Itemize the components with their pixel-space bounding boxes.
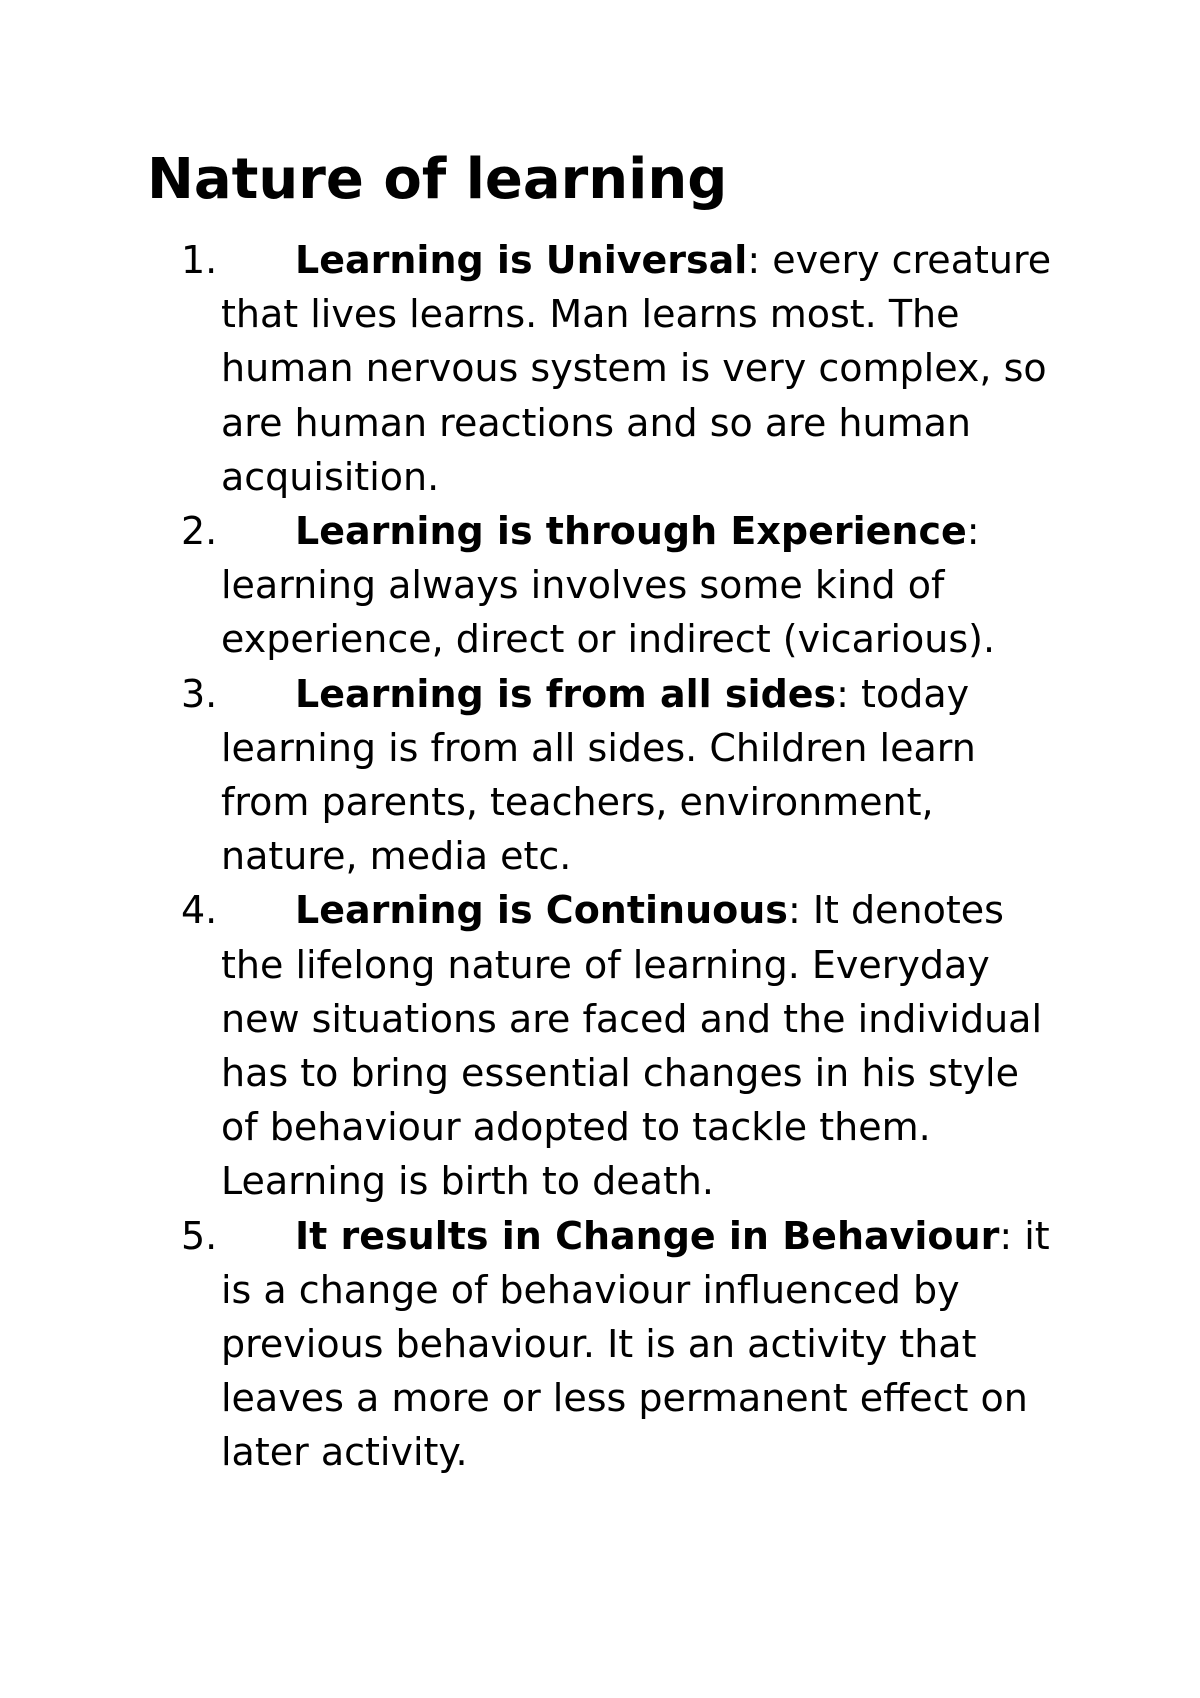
list-item xyxy=(0,504,1200,667)
list-item-text: : it is a change of behaviour influenced by previous behaviour. It is an activity that leaves a more or less permanent effect on later activity. xyxy=(221,1213,1050,1475)
list-item-term: Learning is Universal xyxy=(295,238,748,282)
list-item-number: 5. xyxy=(181,1213,218,1258)
list-item-text: : learning always involves some kind of experience, direct or indirect (vicarious). xyxy=(221,509,996,662)
list-item-text: : today learning is from all sides. Children learn from parents, teachers, environment, nature, media etc. xyxy=(221,671,976,879)
list-item-number: 4. xyxy=(181,888,218,933)
list-item xyxy=(0,667,1200,884)
list-item-text: : It denotes the lifelong nature of learning. Everyday new situations are faced and the individual has to bring essential changes in his style of behaviour adopted to tackle them. Learning is birth to death. xyxy=(221,888,1043,1204)
list-item-term: It results in Change in Behaviour xyxy=(295,1213,1000,1258)
list-item-number: 3. xyxy=(181,671,218,716)
list-item-term: Learning is Continuous xyxy=(295,888,788,933)
list-item xyxy=(0,1209,1200,1480)
list-item-term: Learning is through Experience xyxy=(295,509,967,554)
list-item-number: 1. xyxy=(181,238,218,282)
numbered-list xyxy=(0,233,1200,1480)
list-item xyxy=(0,883,1200,1208)
list-item-term: Learning is from all sides xyxy=(295,671,837,716)
page-title: Nature of learning xyxy=(147,147,728,212)
list-item-text: : every creature that lives learns. Man learns most. The human nervous system is very complex, so are human reactions and so are human acquisition. xyxy=(221,238,1052,499)
list-item-number: 2. xyxy=(181,509,218,554)
list-item xyxy=(0,233,1200,504)
